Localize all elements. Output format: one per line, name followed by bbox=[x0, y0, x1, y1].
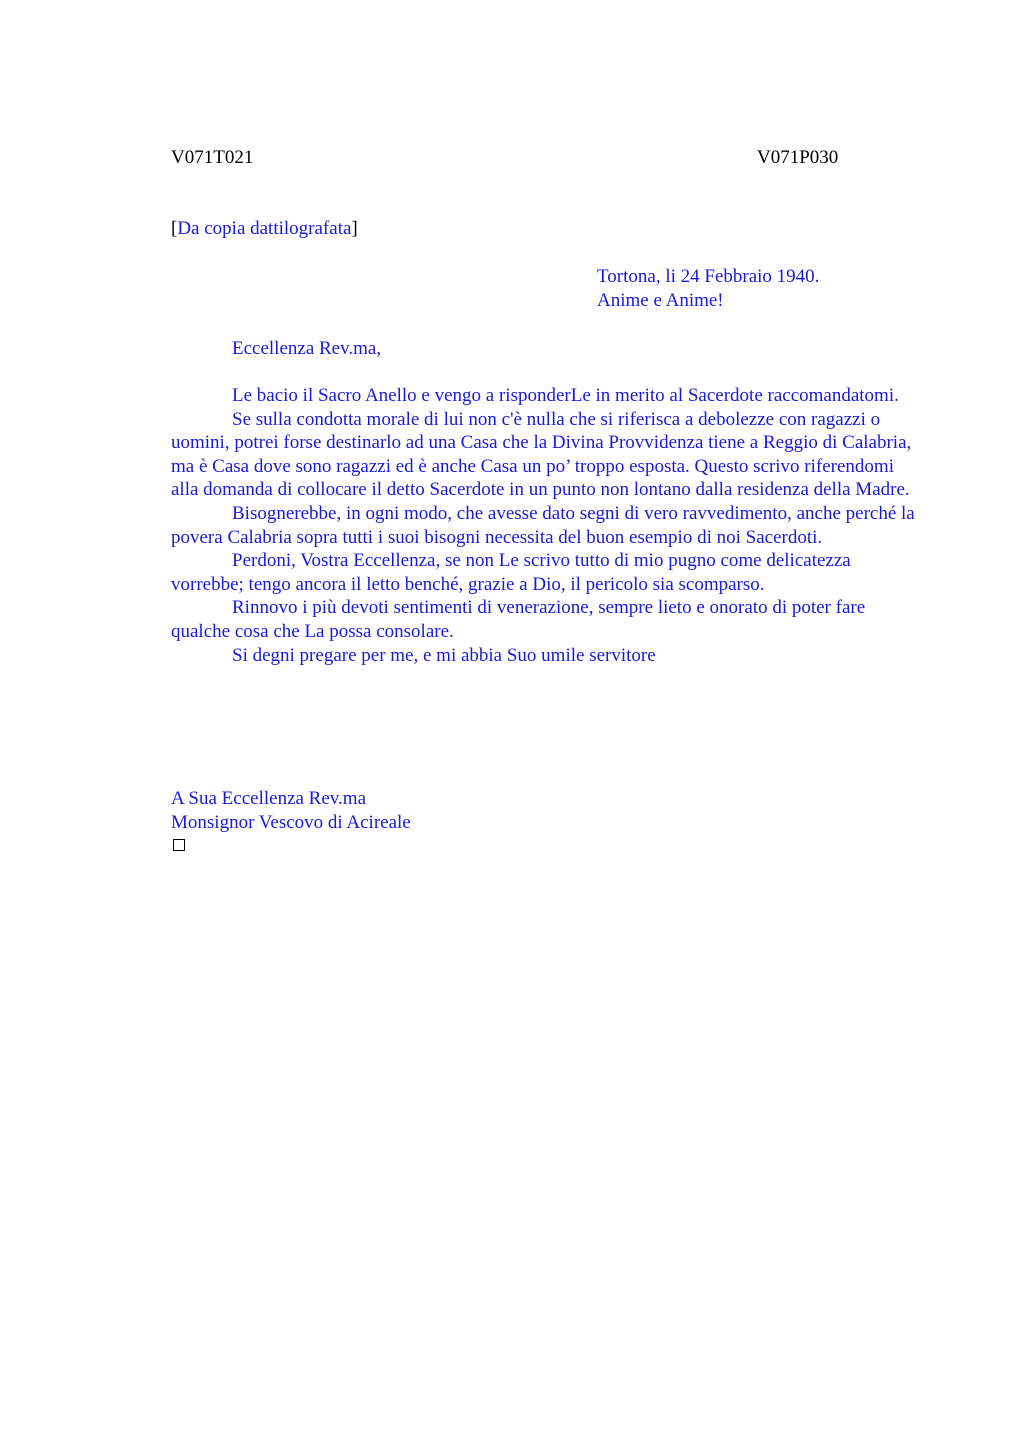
paragraph: Si degni pregare per me, e mi abbia Suo umile servitore bbox=[232, 644, 656, 666]
paragraph: Rinnovo i più devoti sentimenti di venerazione, sempre lieto e onorato di poter fare qualche cosa che La possa consolare. bbox=[171, 597, 866, 642]
addressee-line: A Sua Eccellenza Rev.ma bbox=[171, 788, 367, 809]
letter-body bbox=[171, 384, 923, 667]
paragraph: Bisognerebbe, in ogni modo, che avesse dato segni di vero ravvedimento, anche perché la povera Calabria sopra tutti i suoi bisogni necessita del buon esempio di noi Sacerdoti. bbox=[171, 502, 915, 548]
document-code-left: V071T021 bbox=[171, 147, 254, 168]
source-note-text: Da copia dattilografata bbox=[177, 218, 352, 239]
addressee-line: Monsignor Vescovo di Acireale bbox=[171, 811, 411, 833]
dateline bbox=[597, 265, 819, 312]
empty-box-icon bbox=[173, 839, 185, 851]
document-code-right: V071P030 bbox=[757, 147, 839, 168]
source-note-close-bracket: ] bbox=[351, 218, 358, 239]
source-note bbox=[171, 217, 358, 241]
paragraph: Se sulla condotta morale di lui non c'è nulla che si riferisca a debolezze con ragazzi o uomini, potrei forse destinarlo ad una Casa che la Divina Provvidenza tiene a Reggio di Calabria, ma è Casa dove sono ragazzi ed è anche Casa un po’ troppo esposta. Questo scrivo riferendomi alla domanda di collocare il detto Sacerdote in un punto non lontano dalla residenza della Madre. bbox=[171, 408, 912, 501]
salutation: Eccellenza Rev.ma, bbox=[232, 338, 382, 359]
paragraph: Perdoni, Vostra Eccellenza, se non Le scrivo tutto di mio pugno come delicatezza vorrebbe; tengo ancora il letto benché, grazie a Dio, il pericolo sia scomparso. bbox=[171, 550, 851, 595]
place-date: Tortona, li 24 Febbraio 1940. bbox=[597, 266, 820, 287]
source-note-open-bracket: [ bbox=[171, 218, 178, 239]
addressee bbox=[171, 787, 411, 834]
motto: Anime e Anime! bbox=[597, 289, 724, 311]
paragraph: Le bacio il Sacro Anello e vengo a risponderLe in merito al Sacerdote raccomandatomi. bbox=[232, 385, 899, 406]
